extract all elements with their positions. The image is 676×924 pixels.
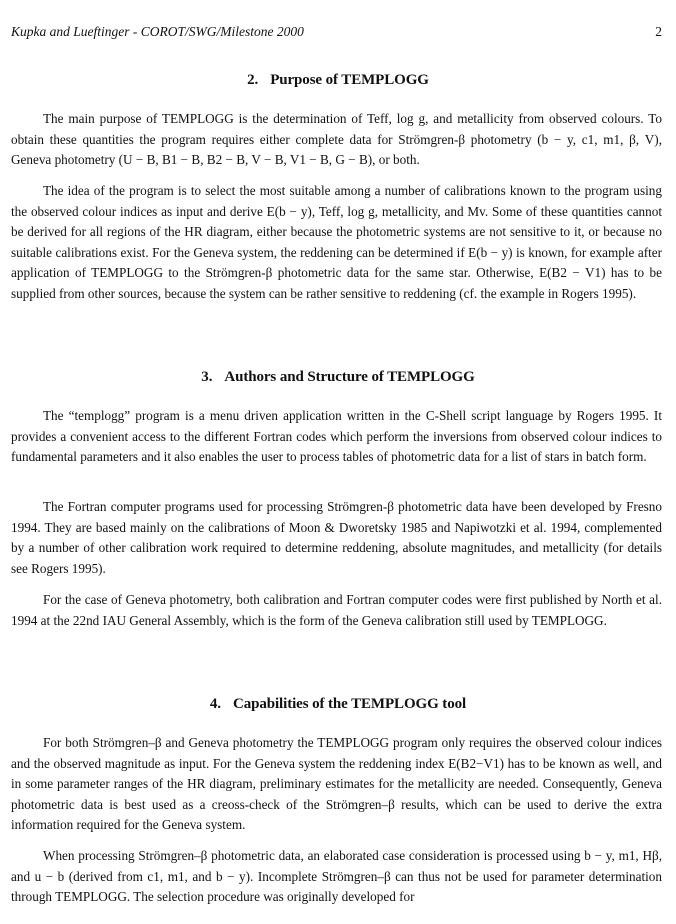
section-heading-3 [0, 369, 676, 386]
paragraph: The Fortran computer programs used for processing Strömgren-β photometric data have been developed by Fresno 1994. They are based mainly on the calibrations of Moon & Dworetsky 1985 and Napiwotzki et al. 1994, complemented by a number of other calibration work required to determine reddening, absolute magnitudes, and metallicity (for details see Rogers 1995). [11, 499, 662, 576]
paragraph: The “templogg” program is a menu driven application written in the C-Shell script language by Rogers 1995. It provides a convenient access to the different Fortran codes which perform the inversions from observed colour indices to fundamental parameters and it also enables the user to process tables of photometric data for a list of stars in batch form. [11, 408, 662, 465]
paragraph: For both Strömgren–β and Geneva photometry the TEMPLOGG program only requires the observed colour indices and the observed magnitude as input. For the Geneva system the reddening index E(B2−V1) has to be known as well, and in some parameter ranges of the HR diagram, preliminary estimates for the metallicity are needed. Consequently, Geneva photometric data is best used as a creoss-check of the Strömgren–β results, which can be used to derive the extra information required for the Geneva system. [11, 735, 662, 833]
paragraph: The idea of the program is to select the most suitable among a number of calibrations known to the program using the observed colour indices as input and derive E(b − y), Teff, log g, metallicity, and Mv. Some of these quantities cannot be derived for all regions of the HR diagram, either because the photometric systems are not sensitive to it, or because no suitable calibrations exist. For the Geneva system, the reddening can be determined if E(b − y) is known, for example after application of TEMPLOGG to the Strömgren-β photometric data for the same star. Otherwise, E(B2 − V1) has to be supplied from other sources, because the system can be rather sensitive to reddening (cf. the example in Rogers 1995). [11, 183, 662, 301]
section-heading-4 [0, 696, 676, 713]
section-heading-2 [0, 72, 676, 89]
header-authors: Kupka and Lueftinger - COROT/SWG/Milestone 2000 [11, 24, 304, 39]
page-number: 2 [655, 24, 662, 39]
section-number: 2. [247, 72, 259, 88]
section-number: 4. [209, 696, 221, 712]
section-title: Purpose of TEMPLOGG [270, 72, 429, 88]
paragraph: When processing Strömgren–β photometric data, an elaborated case consideration is processed using b − y, m1, Hβ, and u − b (derived from c1, m1, and b − y). Incomplete Strömgren–β can thus not be used for parameter determination through TEMPLOGG. The selection procedure was originally developed for [11, 848, 662, 905]
paragraph: The main purpose of TEMPLOGG is the determination of Teff, log g, and metallicity from observed colours. To obtain these quantities the program requires either complete data for Strömgren-β photometry (b − y, c1, m1, β, V), Geneva photometry (U − B, B1 − B, B2 − B, V − B, V1 − B, G − B), or both. [11, 111, 662, 168]
section-title: Authors and Structure of TEMPLOGG [224, 369, 475, 385]
section-title: Capabilities of the TEMPLOGG tool [232, 696, 467, 712]
paragraph: For the case of Geneva photometry, both calibration and Fortran computer codes were first published by North et al. 1994 at the 22nd IAU General Assembly, which is the form of the Geneva calibration still used by TEMPLOGG. [11, 592, 662, 628]
section-number: 3. [201, 369, 213, 385]
